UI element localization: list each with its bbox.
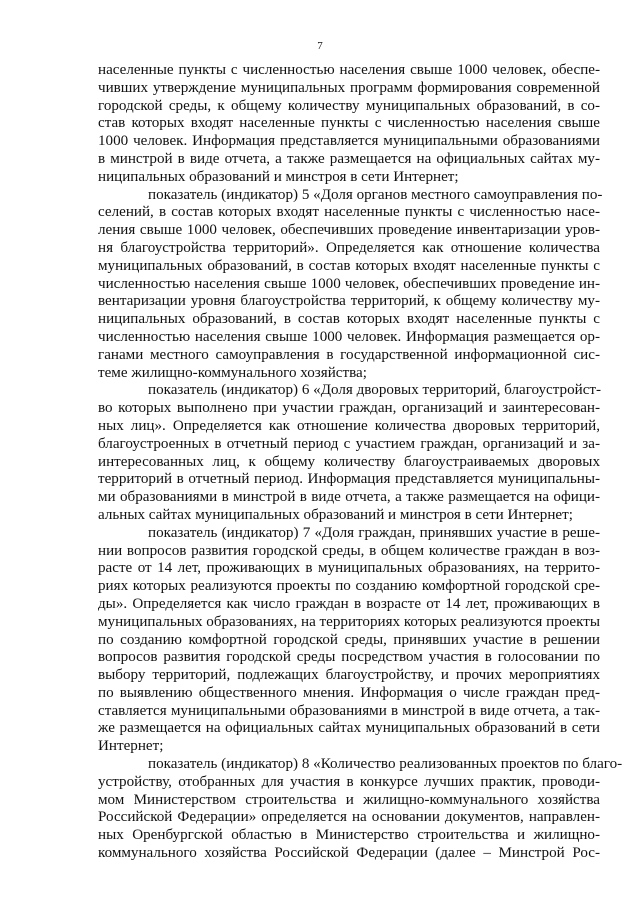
text-line: ления свыше 1000 человек, обеспечивших проведение инвентаризации уров- xyxy=(98,222,600,239)
text-line: ставляется муниципальными образованиями в минстрой в виде отчета, а так- xyxy=(98,702,600,719)
text-line: устройству, отобранных для участия в конкурсе лучших практик, проводи- xyxy=(98,773,600,790)
text-line: показатель (индикатор) 5 «Доля органов местного самоуправления по- xyxy=(148,186,603,203)
text-line: риях которых реализуются проекты по созданию комфортной городской сре- xyxy=(98,578,600,595)
text-line: ниципальных образований и минстроя в сети Интернет; xyxy=(98,168,459,185)
paragraph xyxy=(98,62,600,187)
page-number: 7 xyxy=(317,40,323,52)
paragraph xyxy=(98,525,600,756)
text-line: альных сайтах муниципальных образований и минстроя в сети Интернет; xyxy=(98,506,573,523)
text-line: став которых входят населенные пункты с численностью населения свыше xyxy=(98,115,600,132)
text-line: Интернет; xyxy=(98,738,164,755)
text-line: в минстрой в виде отчета, а также размещается на официальных сайтах му- xyxy=(98,150,600,167)
text-line: территорий в отчетный период. Информация представляется муниципальны- xyxy=(98,471,600,488)
text-line: ных лиц». Определяется как отношение количества дворовых территорий, xyxy=(98,417,600,434)
text-line: численностью населения свыше 1000 человек. Информация размещается ор- xyxy=(98,328,600,345)
text-line: муниципальных образований, в состав которых входят населенные пункты с xyxy=(98,257,600,274)
text-line: чивших утверждение муниципальных программ формирования современной xyxy=(98,79,600,96)
text-line: ных Оренбургской областью в Министерство строительства и жилищно- xyxy=(98,827,600,844)
text-line: ниципальных образований, в состав которых входят населенные пункты с xyxy=(98,311,600,328)
paragraph xyxy=(98,756,623,863)
text-line: теме жилищно-коммунального хозяйства; xyxy=(98,364,367,381)
text-line: нии вопросов развития городской среды, в общем количестве граждан в воз- xyxy=(98,542,600,559)
text-line: показатель (индикатор) 6 «Доля дворовых территорий, благоустройст- xyxy=(148,382,602,399)
text-line: ми образованиями в минстрой в виде отчета, а также размещается на офици- xyxy=(98,489,600,506)
text-line: по созданию комфортной городской среды, принявших участие в решении xyxy=(98,631,600,648)
text-line: во которых выполнено при участии граждан, организаций и заинтересован- xyxy=(98,400,600,417)
paragraph xyxy=(98,186,603,383)
text-line: численностью населения свыше 1000 человек, обеспечивших проведение ин- xyxy=(98,275,600,292)
text-line: благоустроенных в отчетный период с участием граждан, организаций и за- xyxy=(98,435,600,452)
text-line: 1000 человек. Информация представляется муниципальными образованиями xyxy=(98,133,600,150)
text-line: интересованных лиц, к общему количеству благоустраиваемых дворовых xyxy=(98,453,600,470)
text-line: мом Министерством строительства и жилищно-коммунального хозяйства xyxy=(98,791,600,808)
paragraph xyxy=(98,382,600,524)
text-line: показатель (индикатор) 8 «Количество реализованных проектов по благо- xyxy=(148,756,623,773)
text-line: вопросов развития городской среды посредством участия в голосовании по xyxy=(98,649,600,666)
text-line: ды». Определяется как число граждан в возрасте от 14 лет, проживающих в xyxy=(98,595,600,612)
text-line: же размещается на официальных сайтах муниципальных образований в сети xyxy=(98,720,600,737)
text-line: населенные пункты с численностью населения свыше 1000 человек, обеспе- xyxy=(98,62,600,78)
text-line: ганами местного самоуправления в государственной информационной сис- xyxy=(98,346,600,363)
text-line: муниципальных образованиях, на территориях которых реализуются проекты xyxy=(98,613,600,630)
text-line: Российской Федерации» определяется на основании документов, направлен- xyxy=(98,809,600,826)
text-line: ня благоустройства территорий». Определяется как отношение количества xyxy=(98,239,600,256)
body-text xyxy=(98,62,623,863)
text-line: селений, в состав которых входят населенные пункты с численностью насе- xyxy=(98,204,600,221)
text-line: выбору территорий, подлежащих благоустройству, и прочих мероприятиях xyxy=(98,667,600,684)
text-line: городской среды, к общему количеству муниципальных образований, в со- xyxy=(98,97,600,114)
text-line: показатель (индикатор) 7 «Доля граждан, принявших участие в реше- xyxy=(148,524,600,541)
text-line: вентаризации уровня благоустройства территорий, к общему количеству му- xyxy=(98,293,600,310)
text-line: расте от 14 лет, проживающих в муниципальных образованиях, на террито- xyxy=(98,560,600,577)
text-line: по выявлению общественного мнения. Информация о числе граждан пред- xyxy=(98,684,600,701)
text-line: коммунального хозяйства Российской Федерации (далее – Минстрой Рос- xyxy=(98,845,600,862)
